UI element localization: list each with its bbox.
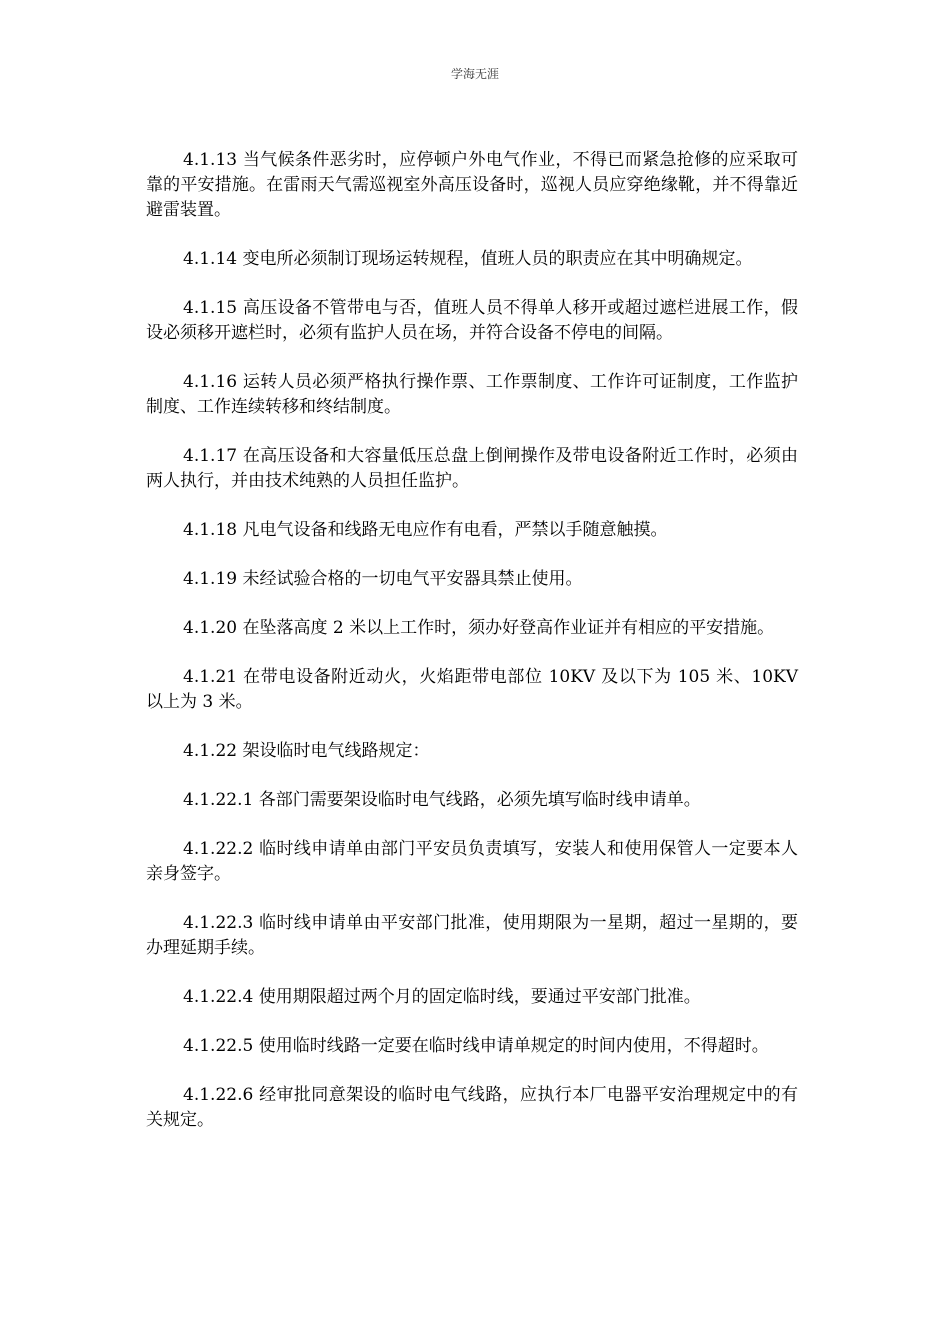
clause-number: 4.1.22.5: [183, 1036, 254, 1056]
clause-text: 运转人员必须严格执行操作票、工作票制度、工作许可证制度，工作监护制度、工作连续转移和终结制度。: [146, 372, 798, 417]
clause-text: 未经试验合格的一切电气平安器具禁止使用。: [242, 569, 583, 589]
clause-text: 凡电气设备和线路无电应作有电看，严禁以手随意触摸。: [242, 520, 668, 540]
clause-number: 4.1.22.6: [183, 1085, 254, 1105]
clause-4-1-15: [146, 296, 798, 346]
clause-4-1-17: [146, 444, 798, 494]
clause-number: 4.1.21: [183, 667, 238, 687]
clause-text: 架设临时电气线路规定：: [242, 741, 430, 761]
clause-text: 当气候条件恶劣时，应停顿户外电气作业，不得已而紧急抢修的应采取可靠的平安措施。在雷雨天气需巡视室外高压设备时，巡视人员应穿绝缘靴，并不得靠近避雷装置。: [146, 150, 798, 220]
clause-number: 4.1.20: [183, 618, 238, 638]
clause-text: 变电所必须制订现场运转规程，值班人员的职责应在其中明确规定。: [242, 249, 753, 269]
clause-number: 4.1.22.1: [183, 790, 254, 810]
clause-number: 4.1.16: [183, 372, 238, 392]
clause-text: 高压设备不管带电与否，值班人员不得单人移开或超过遮栏进展工作，假设必须移开遮栏时，必须有监护人员在场，并符合设备不停电的间隔。: [146, 298, 798, 343]
clause-text: 各部门需要架设临时电气线路，必须先填写临时线申请单。: [258, 790, 701, 810]
clause-4-1-21: [146, 665, 798, 715]
clause-text: 使用期限超过两个月的固定临时线，要通过平安部门批准。: [258, 987, 701, 1007]
clause-number: 4.1.22.3: [183, 913, 254, 933]
clause-text: 临时线申请单由平安部门批准，使用期限为一星期，超过一星期的，要办理延期手续。: [146, 913, 799, 958]
clause-4-1-20: [146, 616, 798, 641]
clause-text: 在高压设备和大容量低压总盘上倒闸操作及带电设备附近工作时，必须由两人执行，并由技术纯熟的人员担任监护。: [146, 446, 798, 491]
clause-4-1-13: [146, 148, 798, 223]
clause-4-1-22-5: [146, 1034, 798, 1059]
clause-4-1-22-4: [146, 985, 798, 1010]
clause-text: 经审批同意架设的临时电气线路，应执行本厂电器平安治理规定中的有关规定。: [146, 1085, 799, 1130]
clause-4-1-22-6: [146, 1083, 798, 1133]
clause-number: 4.1.13: [183, 150, 238, 170]
clause-number: 4.1.14: [183, 249, 238, 269]
clause-number: 4.1.22.4: [183, 987, 254, 1007]
header-title: 学海无涯: [450, 67, 499, 81]
clause-4-1-14: [146, 247, 798, 272]
clause-number: 4.1.17: [183, 446, 238, 466]
clause-text: 在坠落高度 2 米以上工作时，须办好登高作业证并有相应的平安措施。: [242, 618, 775, 638]
clause-4-1-22-3: [146, 911, 798, 961]
page-header: [0, 66, 950, 82]
clause-number: 4.1.22: [183, 741, 238, 761]
clause-number: 4.1.15: [183, 298, 238, 318]
clause-text: 在带电设备附近动火，火焰距带电部位 10KV 及以下为 105 米、10KV 以上为 3 米。: [146, 667, 799, 712]
clause-text: 临时线申请单由部门平安员负责填写，安装人和使用保管人一定要本人亲身签字。: [146, 839, 799, 884]
clause-4-1-22: [146, 739, 798, 764]
clause-text: 使用临时线路一定要在临时线申请单规定的时间内使用，不得超时。: [258, 1036, 769, 1056]
clause-4-1-19: [146, 567, 798, 592]
clause-4-1-22-2: [146, 837, 798, 887]
clause-4-1-16: [146, 370, 798, 420]
clause-4-1-22-1: [146, 788, 798, 813]
clause-number: 4.1.18: [183, 520, 238, 540]
clause-number: 4.1.22.2: [183, 839, 254, 859]
clause-number: 4.1.19: [183, 569, 238, 589]
document-body: [146, 148, 798, 1157]
clause-4-1-18: [146, 518, 798, 543]
